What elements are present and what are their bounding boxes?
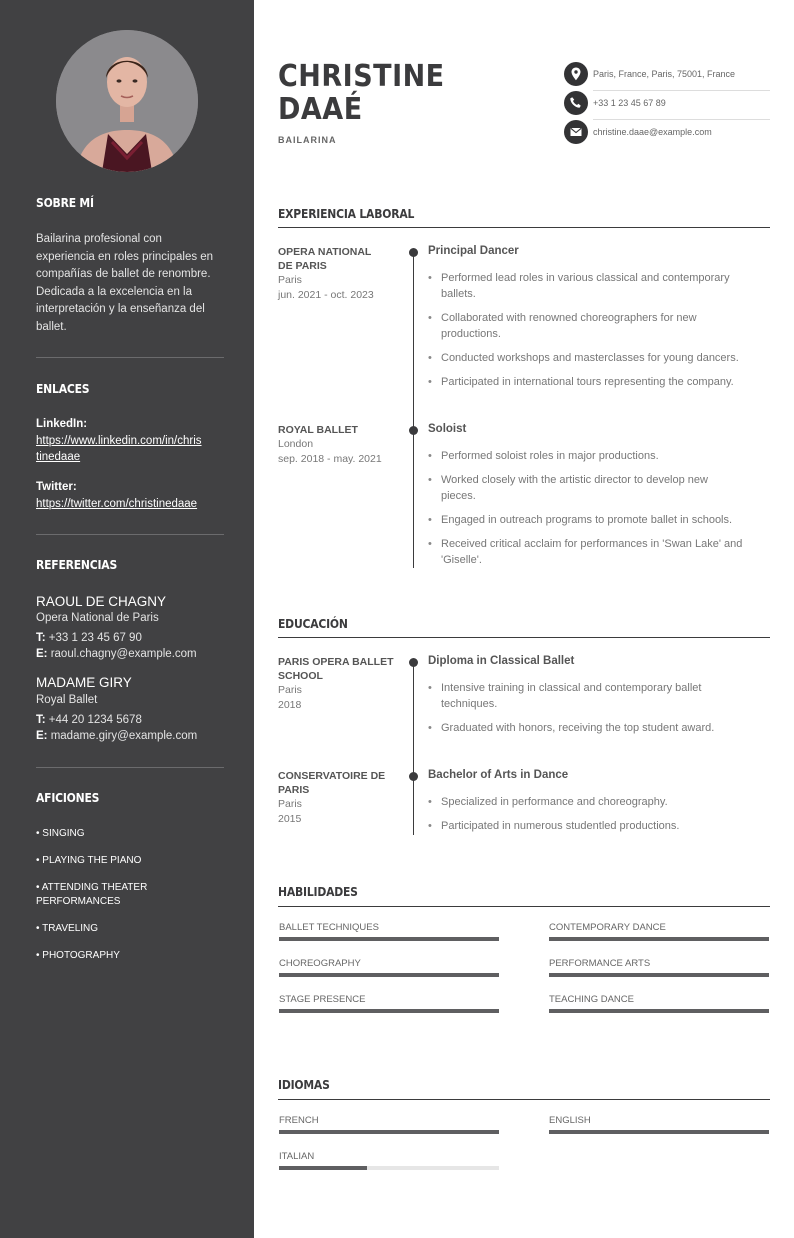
bullet-line: ballets. (441, 288, 476, 300)
edu-bullet (441, 680, 771, 712)
language-label: FRENCH (279, 1115, 319, 1126)
job-bullet (441, 310, 771, 342)
school-line: PARIS OPERA BALLET (278, 656, 394, 668)
job-bullet (441, 270, 771, 302)
school-location: Paris (278, 684, 302, 696)
envelope-icon (564, 120, 588, 144)
bullet-line: • Collaborated with renowned choreographers for new (441, 312, 697, 324)
language-bar-fill (549, 1130, 769, 1134)
bullet-line: productions. (441, 328, 501, 340)
skill-bar-fill (279, 1009, 499, 1013)
skill-bar-fill (279, 937, 499, 941)
skills-heading: HABILIDADES (278, 885, 358, 899)
timeline-dot (409, 658, 418, 667)
linkedin-label: LinkedIn: (36, 418, 88, 430)
bullet-line: • Received critical acclaim for performances in 'Swan Lake' and (441, 538, 743, 550)
name-line: CHRISTINE (278, 59, 445, 94)
hobby-item: • PLAYING THE PIANO (36, 855, 142, 866)
about-heading: SOBRE MÍ (36, 196, 94, 210)
skill-label: TEACHING DANCE (549, 994, 634, 1005)
about-text (36, 231, 226, 336)
employer-name (278, 245, 398, 273)
phone-icon (564, 91, 588, 115)
email-value: madame.giry@example.com (50, 730, 198, 742)
language-label: ENGLISH (549, 1115, 591, 1126)
name-line: DAAÉ (278, 92, 363, 127)
email-label: E: (36, 648, 48, 660)
edu-bullet: • Graduated with honors, receiving the top student award. (441, 720, 771, 736)
divider (36, 357, 224, 358)
employer-meta (278, 273, 403, 303)
profile-photo (56, 30, 198, 172)
contact-address (564, 62, 770, 91)
skill-bar (279, 973, 499, 977)
job-dates: sep. 2018 - may. 2021 (278, 453, 382, 465)
language-bar (279, 1166, 499, 1170)
employer-meta (278, 437, 403, 467)
divider (36, 767, 224, 768)
language-bar (549, 1130, 769, 1134)
hobby-item: • SINGING (36, 828, 85, 839)
reference-name: MADAME GIRY (36, 675, 132, 690)
bullet-line: pieces. (441, 490, 476, 502)
phone-label: T: (36, 714, 46, 726)
job-title: Soloist (428, 423, 467, 435)
timeline-line (413, 662, 414, 835)
skill-bar (549, 937, 769, 941)
language-label: ITALIAN (279, 1151, 315, 1162)
skill-label: PERFORMANCE ARTS (549, 958, 651, 969)
about-line: interpretación y la enseñanza del (36, 303, 205, 315)
experience-heading: EXPERIENCIA LABORAL (278, 207, 415, 221)
references-heading: REFERENCIAS (36, 558, 118, 572)
about-line: Bailarina profesional con (36, 233, 162, 245)
school-line: SCHOOL (278, 670, 323, 682)
linkedin-link-line[interactable]: https://www.linkedin.com/in/chris (36, 435, 202, 447)
sidebar (0, 0, 254, 1238)
phone-text: +33 1 23 45 67 89 (593, 98, 666, 108)
contact-phone (564, 91, 770, 120)
skill-bar-fill (549, 937, 769, 941)
skill-bar-fill (549, 1009, 769, 1013)
timeline-dot (409, 426, 418, 435)
hobby-item (36, 881, 216, 908)
edu-bullet: • Specialized in performance and choreography. (441, 794, 771, 810)
employer-line: OPERA NATIONAL (278, 246, 372, 258)
timeline-line (413, 252, 414, 568)
bullet-line: • Worked closely with the artistic director to develop new (441, 474, 708, 486)
school-line: PARIS (278, 784, 310, 796)
education-heading: EDUCACIÓN (278, 617, 348, 631)
job-bullet: • Performed soloist roles in major productions. (441, 448, 771, 464)
school-line: CONSERVATOIRE DE (278, 770, 386, 782)
reference-phone (36, 632, 142, 644)
degree-title: Diploma in Classical Ballet (428, 655, 575, 667)
reference-email (36, 730, 197, 742)
section-rule (278, 227, 770, 228)
bullet-line: • Intensive training in classical and contemporary ballet (441, 682, 702, 694)
school-name (278, 655, 398, 683)
skill-label: STAGE PRESENCE (279, 994, 366, 1005)
bullet-line: 'Giselle'. (441, 554, 482, 566)
job-title: Principal Dancer (428, 245, 519, 257)
skill-label: CONTEMPORARY DANCE (549, 922, 666, 933)
email-text[interactable]: christine.daae@example.com (593, 127, 712, 137)
address-text: Paris, France, Paris, 75001, France (593, 69, 736, 79)
linkedin-link-line[interactable]: tinedaae (36, 451, 81, 463)
hobbies-heading: AFICIONES (36, 791, 100, 805)
reference-name: RAOUL DE CHAGNY (36, 594, 167, 609)
school-meta (278, 797, 403, 827)
twitter-link[interactable]: https://twitter.com/christinedaae (36, 498, 198, 510)
bullet-line: • Performed lead roles in various classical and contemporary (441, 272, 730, 284)
skill-label: BALLET TECHNIQUES (279, 922, 379, 933)
contact-email (564, 120, 770, 149)
school-name (278, 769, 398, 797)
language-bar-fill (279, 1130, 499, 1134)
employer-name: ROYAL BALLET (278, 424, 358, 436)
location-pin-icon (564, 62, 588, 86)
reference-phone (36, 714, 142, 726)
school-meta (278, 683, 403, 713)
email-value: raoul.chagny@example.com (50, 648, 197, 660)
job-location: Paris (278, 274, 302, 286)
twitter-label: Twitter: (36, 481, 77, 493)
timeline-dot (409, 248, 418, 257)
reference-org: Royal Ballet (36, 694, 98, 706)
about-line: experiencia en roles principales en (36, 250, 214, 263)
about-line: compañías de ballet de renombre. (36, 268, 211, 280)
bullet-line: techniques. (441, 698, 498, 710)
skill-label: CHOREOGRAPHY (279, 958, 361, 969)
email-label: E: (36, 730, 48, 742)
candidate-role: BAILARINA (278, 135, 337, 145)
job-bullet: • Conducted workshops and masterclasses for young dancers. (441, 350, 771, 366)
school-dates: 2018 (278, 699, 302, 711)
candidate-name (278, 60, 445, 126)
school-dates: 2015 (278, 813, 302, 825)
edu-bullet: • Participated in numerous studentled productions. (441, 818, 771, 834)
section-rule (278, 1099, 770, 1100)
hobby-line: PERFORMANCES (36, 895, 121, 907)
hobby-item: • TRAVELING (36, 923, 99, 934)
section-rule (278, 637, 770, 638)
linkedin-link[interactable] (36, 433, 226, 465)
job-bullet: • Participated in international tours representing the company. (441, 374, 771, 390)
divider (36, 534, 224, 535)
degree-title: Bachelor of Arts in Dance (428, 769, 569, 781)
languages-heading: IDIOMAS (278, 1078, 330, 1092)
hobby-item: • PHOTOGRAPHY (36, 950, 120, 961)
about-line: Dedicada a la excelencia en la (36, 285, 192, 298)
skill-bar-fill (279, 973, 499, 977)
job-bullet (441, 472, 771, 504)
phone-value: +33 1 23 45 67 90 (48, 632, 142, 644)
employer-line: DE PARIS (278, 260, 327, 272)
phone-label: T: (36, 632, 46, 644)
job-location: London (278, 438, 314, 450)
skill-bar (549, 973, 769, 977)
reference-org: Opera National de Paris (36, 612, 159, 624)
job-bullet: • Engaged in outreach programs to promote ballet in schools. (441, 512, 771, 528)
hobby-line: • ATTENDING THEATER (36, 882, 148, 893)
skill-bar (279, 1009, 499, 1013)
reference-email (36, 648, 197, 660)
phone-value: +44 20 1234 5678 (48, 714, 142, 726)
school-location: Paris (278, 798, 302, 810)
links-heading: ENLACES (36, 382, 90, 396)
section-rule (278, 906, 770, 907)
job-dates: jun. 2021 - oct. 2023 (278, 289, 374, 301)
language-bar (279, 1130, 499, 1134)
timeline-dot (409, 772, 418, 781)
job-bullet (441, 536, 771, 568)
skill-bar (549, 1009, 769, 1013)
language-bar-fill (279, 1166, 367, 1170)
skill-bar-fill (549, 973, 769, 977)
skill-bar (279, 937, 499, 941)
about-line: ballet. (36, 320, 67, 333)
